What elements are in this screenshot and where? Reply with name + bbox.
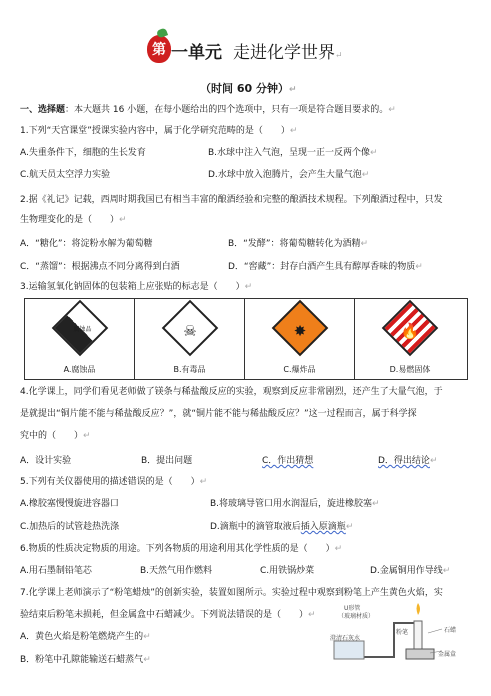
toxic-sign xyxy=(162,300,219,357)
q6-option-d: D.金属铜用作导线↵ xyxy=(370,566,451,576)
q2-option-a: A．“糖化”：将淀粉水解为葡萄糖 xyxy=(20,239,153,249)
q6-option-c: C.用铁锅炒菜 xyxy=(260,566,315,576)
q4-option-a: A．设计实验 xyxy=(20,456,72,466)
q2-stem-1: 2.据《礼记》记载，西周时期我国已有相当丰富的酿酒经验和完整的酿酒技术规程。下列酿酒过程中，只发 xyxy=(20,195,443,205)
title-row xyxy=(0,30,491,70)
q1-option-b: B.水球中注入气泡，呈现一正一反两个像↵ xyxy=(208,148,378,158)
q1-option-d: D.水球中放入泡腾片，会产生大量气泡↵ xyxy=(208,170,370,180)
section-heading: 一、选择题：本大题共 16 小题，在每小题给出的四个选项中，只有一项是符合题目要求的。↵ xyxy=(20,105,396,115)
chalk-label: 粉笔 xyxy=(396,629,409,636)
skull-icon: ☠ xyxy=(183,321,197,340)
paragraph-mark: ↵ xyxy=(335,51,343,61)
corrosive-sign xyxy=(52,300,109,357)
sign-caption-b: B.有毒品 xyxy=(173,365,206,374)
u-tube-note-label: （玻璃材质） xyxy=(338,613,375,620)
q4-stem-2: 是就提出“铜片能不能与稀盐酸反应？”，就“铜片能不能与稀盐酸反应？”这一过程而言，属于科学探 xyxy=(20,409,417,419)
q4-option-d: D．得出结论↵ xyxy=(378,456,438,466)
sign-caption-c: C.爆炸品 xyxy=(283,365,316,374)
flame-icon: 🔥 xyxy=(400,321,420,340)
q1-option-c: C.航天员太空浮力实验 xyxy=(20,170,111,180)
q5-option-a: A.橡胶塞慢慢旋进容器口 xyxy=(20,499,119,509)
sign-cell-corrosive xyxy=(25,299,135,379)
q5-option-d: D.滴瓶中的滴管取液后插入原滴瓶↵ xyxy=(210,522,354,532)
unit-label: 一单元 xyxy=(171,43,222,63)
q5-stem: 5.下列有关仪器使用的描述错误的是（ ）↵ xyxy=(20,477,208,487)
sign-caption-d: D.易燃固体 xyxy=(389,365,431,374)
lime-water-label: 澄清石灰水 xyxy=(330,635,361,642)
time-limit: （时间 60 分钟）↵ xyxy=(200,82,297,95)
q4-option-c: C．作出猜想 xyxy=(262,456,314,466)
metal-box-label: 金属盒 xyxy=(438,651,457,658)
q7-stem-1: 7.化学课上老师演示了“粉笔蜡烛”的创新实验，装置如图所示。实验过程中观察到粉笔上产生黄色火焰，实 xyxy=(20,588,443,598)
q2-option-d: D．“窖藏”：封存白酒产生具有醇厚香味的物质↵ xyxy=(228,262,423,272)
q3-stem: 3.运输氢氧化钠固体的包装箱上应张贴的标志是（ ）↵ xyxy=(20,282,253,292)
paraffin-label: 石蜡 xyxy=(444,627,457,634)
q2-stem-2: 生物理变化的是（ ）↵ xyxy=(20,215,127,225)
page-title: 走进化学世界↵ xyxy=(233,43,343,63)
chalk-candle-apparatus-figure xyxy=(330,603,470,663)
q7-stem-2: 验结束后粉笔未损耗，但金属盒中石蜡减少。下列说法错误的是（ ）↵ xyxy=(20,610,316,620)
q2-option-b: B．“发酵”：将葡萄糖转化为酒精↵ xyxy=(228,239,369,249)
sign-cell-explosive xyxy=(245,299,355,379)
q1-option-a: A.失重条件下，细胞的生长发育 xyxy=(20,148,146,158)
q1-stem: 1.下列“天宫课堂”授课实验内容中，属于化学研究范畴的是（ ）↵ xyxy=(20,126,298,136)
sign-cell-toxic xyxy=(135,299,245,379)
q5-option-c: C.加热后的试管趁热洗涤 xyxy=(20,522,120,532)
q6-option-b: B.天然气用作燃料 xyxy=(140,566,213,576)
explosive-sign xyxy=(272,300,329,357)
corrosive-sign-text: 腐蚀品 xyxy=(73,325,92,333)
explosion-icon: ✸ xyxy=(293,321,307,340)
q4-stem-1: 4.化学课上，同学们看见老师做了镁条与稀盐酸反应的实验，观察到反应非常剧烈，还产生了大量气泡，于 xyxy=(20,387,443,397)
hazard-sign-table xyxy=(24,298,468,380)
q6-stem: 6.物质的性质决定物质的用途。下列各物质的用途利用其化学性质的是（ ）↵ xyxy=(20,544,343,554)
q4-option-b: B．提出问题 xyxy=(141,456,193,466)
q4-stem-3: 究中的（ ）↵ xyxy=(20,431,91,441)
q5-option-b: B.将玻璃导管口用水润湿后，旋进橡胶塞↵ xyxy=(210,499,380,509)
sign-caption-a: A.腐蚀品 xyxy=(63,365,96,374)
logo-char: 第 xyxy=(152,42,166,58)
flammable-solid-sign xyxy=(382,300,439,357)
unit-logo xyxy=(147,35,171,63)
q2-option-c: C．“蒸馏”：根据沸点不同分离得到白酒 xyxy=(20,262,180,272)
q7-option-b: B．粉笔中孔隙能输送石蜡蒸气↵ xyxy=(20,655,151,665)
leaf-icon xyxy=(156,28,168,39)
q6-option-a: A.用石墨制铅笔芯 xyxy=(20,566,92,576)
sign-cell-flammable xyxy=(355,299,465,379)
u-tube-label: U形管 xyxy=(344,605,361,612)
q7-option-a: A．黄色火焰是粉笔燃烧产生的↵ xyxy=(20,632,151,642)
